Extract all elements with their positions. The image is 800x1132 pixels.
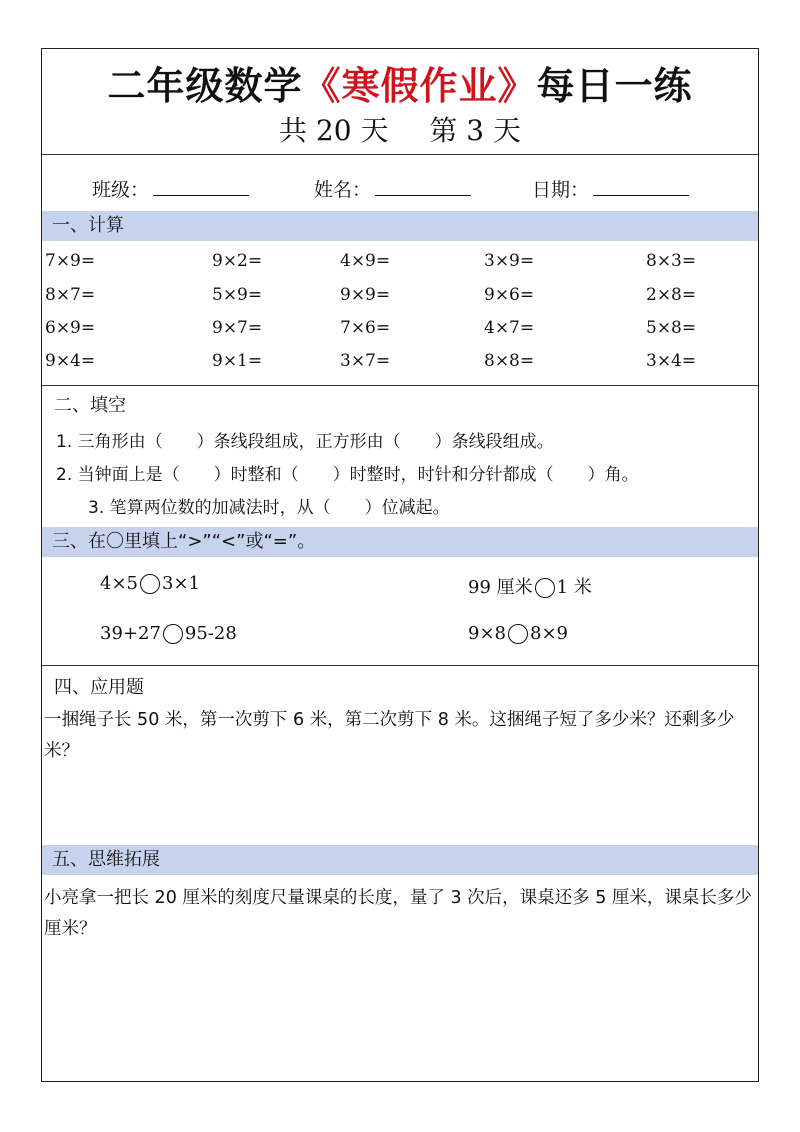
- calc-problem[interactable]: 5×9=: [212, 285, 263, 305]
- section-heading-thinking: 五、思维拓展: [42, 845, 758, 875]
- class-field[interactable]: [92, 175, 249, 202]
- title-highlight: 《寒假作业》: [302, 64, 537, 108]
- compare-circle[interactable]: [140, 574, 160, 594]
- class-blank[interactable]: [153, 179, 249, 196]
- section-heading-calc: 一、计算: [42, 211, 758, 241]
- calc-problem[interactable]: 9×7=: [212, 318, 263, 338]
- thinking-problem: 小亮拿一把长 20 厘米的刻度尺量课桌的长度，量了 3 次后，课桌还多 5 厘米，课桌长多少厘米？: [44, 888, 752, 939]
- fill-item[interactable]: 1. 三角形由（ ）条线段组成，正方形由（ ）条线段组成。: [56, 432, 554, 452]
- compare-item[interactable]: [468, 623, 568, 644]
- name-label: 姓名：: [314, 179, 372, 201]
- compare-left: 99 厘米: [468, 577, 533, 598]
- calc-problem[interactable]: 3×4=: [646, 351, 697, 371]
- title-prefix: 二年级数学: [107, 64, 303, 108]
- name-field[interactable]: [314, 175, 471, 202]
- compare-right: 8×9: [530, 623, 568, 644]
- worksheet-subtitle: [42, 109, 758, 149]
- divider: [42, 665, 758, 666]
- title-suffix: 每日一练: [536, 64, 693, 108]
- section-heading-application: 四、应用题: [54, 677, 144, 698]
- calc-problem[interactable]: 5×8=: [646, 318, 697, 338]
- class-label: 班级：: [92, 179, 150, 201]
- fill-item[interactable]: 2. 当钟面上是（ ）时整和（ ）时整时，时针和分针都成（ ）角。: [56, 465, 639, 485]
- worksheet: [41, 48, 759, 1082]
- name-blank[interactable]: [375, 179, 471, 196]
- calc-problem[interactable]: 3×7=: [340, 351, 391, 371]
- calc-problem[interactable]: 8×3=: [646, 251, 697, 271]
- section-heading-fill: 二、填空: [54, 395, 126, 416]
- fill-item[interactable]: 3. 笔算两位数的加减法时，从（ ）位减起。: [88, 498, 450, 518]
- calc-problem[interactable]: 6×9=: [45, 318, 96, 338]
- date-field[interactable]: [532, 175, 689, 202]
- compare-right: 3×1: [162, 573, 200, 594]
- compare-right: 95-28: [184, 623, 237, 644]
- calc-problem[interactable]: 3×9=: [484, 251, 535, 271]
- compare-circle[interactable]: [508, 624, 528, 644]
- worksheet-title: [42, 55, 758, 110]
- compare-item[interactable]: [100, 623, 237, 644]
- calc-problem[interactable]: 7×6=: [340, 318, 391, 338]
- calc-problem[interactable]: 9×6=: [484, 285, 535, 305]
- calc-problem[interactable]: 2×8=: [646, 285, 697, 305]
- calc-problem[interactable]: 7×9=: [45, 251, 96, 271]
- compare-item[interactable]: [468, 573, 592, 599]
- application-problem: 一捆绳子长 50 米，第一次剪下 6 米，第二次剪下 8 米。这捆绳子短了多少米？还剩多少米？: [44, 710, 735, 761]
- compare-circle[interactable]: [163, 624, 183, 644]
- calc-problem[interactable]: 8×8=: [484, 351, 535, 371]
- compare-item[interactable]: [100, 573, 200, 594]
- calc-problem[interactable]: 4×7=: [484, 318, 535, 338]
- calc-problem[interactable]: 8×7=: [45, 285, 96, 305]
- calc-problem[interactable]: 9×2=: [212, 251, 263, 271]
- total-days: 共 20 天: [279, 114, 389, 147]
- current-day: 第 3 天: [429, 114, 521, 147]
- compare-circle[interactable]: [535, 578, 555, 598]
- date-blank[interactable]: [593, 179, 689, 196]
- calc-problem[interactable]: 4×9=: [340, 251, 391, 271]
- compare-left: 39+27: [100, 623, 161, 644]
- section-heading-compare: 三、在〇里填上“>”“<”或“=”。: [42, 527, 758, 557]
- compare-left: 9×8: [468, 623, 506, 644]
- calc-problem[interactable]: 9×9=: [340, 285, 391, 305]
- calc-problem[interactable]: 9×1=: [212, 351, 263, 371]
- divider: [42, 154, 758, 155]
- compare-left: 4×5: [100, 573, 138, 594]
- calc-problem[interactable]: 9×4=: [45, 351, 96, 371]
- compare-right: 1 米: [556, 577, 592, 598]
- divider: [42, 385, 758, 386]
- date-label: 日期：: [532, 179, 590, 201]
